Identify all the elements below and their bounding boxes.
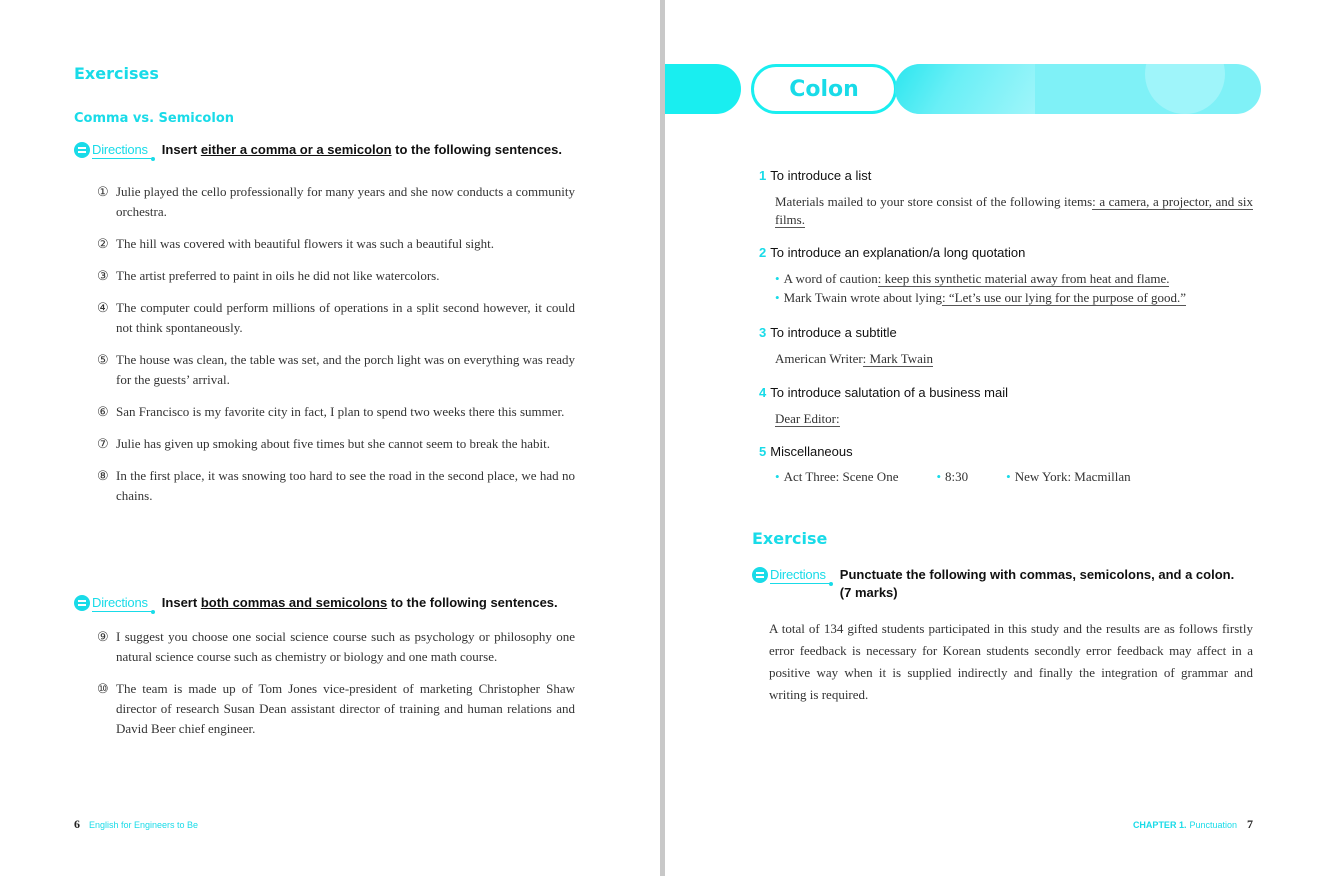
item-number: ⑤ [97, 352, 109, 367]
example-underlined: : “Let’s use our lying for the purpose of good.” [942, 290, 1187, 305]
section-4-example [775, 410, 1253, 428]
exercise-directions-text [840, 566, 1234, 602]
item-number: ⑥ [97, 404, 109, 419]
item-text: In the first place, it was snowing too hard to see the road in the second place, we had no chains. [116, 468, 575, 503]
comma-vs-semicolon-subheading: Comma vs. Semicolon [74, 111, 234, 126]
section-4-heading [759, 385, 1008, 400]
directions-1 [74, 141, 562, 159]
chapter-tab [665, 64, 741, 114]
item-number: ⑦ [97, 436, 109, 451]
colon-title-pill [751, 64, 897, 114]
bullet-icon: • [775, 271, 780, 286]
directions-1-text [162, 141, 562, 159]
item-number: ④ [97, 300, 109, 315]
section-title: To introduce a subtitle [770, 325, 897, 340]
directions-badge [74, 594, 152, 612]
directions-badge [74, 141, 152, 159]
bullet-icon: • [936, 469, 942, 484]
item-text: The artist preferred to paint in oils he did not like watercolors. [116, 268, 440, 283]
section-2-example-b [775, 289, 1253, 307]
page-title: Colon [789, 76, 859, 102]
section-3-heading [759, 325, 897, 340]
example-text: Materials mailed to your store consist of the following items [775, 194, 1093, 209]
bullet-icon: • [775, 290, 780, 305]
exercises-heading: Exercises [74, 64, 159, 83]
list-item [97, 234, 575, 254]
section-number: 5 [759, 444, 767, 459]
section-title: To introduce salutation of a business mail [770, 385, 1008, 400]
chapter-name: Punctuation [1189, 820, 1237, 830]
directions-badge [752, 566, 830, 584]
exercise-directions [752, 566, 1234, 602]
list-item [97, 266, 575, 286]
list-item [97, 298, 575, 338]
chapter-label: CHAPTER 1. [1132, 820, 1187, 830]
directions-2 [74, 594, 558, 612]
directions-icon [74, 595, 90, 611]
example-underlined: : keep this synthetic material away from heat and flame. [877, 271, 1170, 286]
section-number: 3 [759, 325, 767, 340]
directions-icon [74, 142, 90, 158]
item-number: ② [97, 236, 109, 251]
directions-2-pre: Insert [161, 595, 201, 610]
example-text: A word of caution [783, 271, 878, 286]
exercise-items-1 [97, 182, 575, 518]
example-underlined: : Mark Twain [862, 351, 934, 366]
example-text: Mark Twain wrote about lying [783, 290, 942, 305]
right-footer [1133, 817, 1253, 832]
section-title: To introduce a list [770, 168, 872, 183]
right-page [665, 0, 1331, 876]
section-2-example-a [775, 270, 1253, 288]
directions-2-post: to the following sentences. [387, 595, 558, 610]
directions-label: Directions [92, 595, 152, 612]
directions-label: Directions [92, 142, 152, 159]
exercise-items-2 [97, 627, 575, 751]
item-text: Julie has given up smoking about five times but she cannot seem to break the habit. [116, 436, 550, 451]
list-item [97, 434, 575, 454]
example-underlined: : a camera, a projector, and six films. [775, 194, 1253, 227]
directions-1-pre: Insert [161, 142, 201, 157]
list-item [97, 402, 575, 422]
section-1-example [775, 193, 1253, 229]
item-number: ① [97, 184, 109, 199]
band-gradient [895, 64, 1035, 114]
section-1-heading [759, 168, 871, 183]
section-3-example [775, 350, 1253, 368]
directions-icon [752, 567, 768, 583]
section-title: Miscellaneous [770, 444, 853, 459]
left-footer [74, 817, 198, 832]
page-number: 7 [1247, 817, 1253, 831]
item-text: The computer could perform millions of operations in a split second however, it could not think spontaneously. [116, 300, 575, 335]
bullet-icon: • [1006, 469, 1011, 484]
directions-line-1: Punctuate the following with commas, semicolons, and a colon. [839, 567, 1235, 582]
directions-2-underlined: both commas and semicolons [200, 595, 388, 610]
item-number: ⑩ [97, 681, 109, 696]
item-text: The team is made up of Tom Jones vice-president of marketing Christopher Shaw director of research Susan Dean assistant director of training and human relations and David Beer chief engineer. [116, 681, 575, 736]
example-underlined: Dear Editor: [775, 411, 840, 426]
directions-1-post: to the following sentences. [391, 142, 563, 157]
section-title: To introduce an explanation/a long quotation [770, 245, 1026, 260]
directions-2-text [162, 594, 558, 612]
misc-text: New York: Macmillan [1014, 469, 1131, 484]
list-item [97, 679, 575, 739]
item-number: ⑧ [97, 468, 109, 483]
directions-1-underlined: either a comma or a semicolon [200, 142, 392, 157]
bullet-icon: • [775, 469, 780, 484]
misc-text: 8:30 [945, 469, 969, 484]
exercise-heading: Exercise [752, 529, 828, 548]
exercise-paragraph: A total of 134 gifted students participated in this study and the results are as follows firstly error feedback is necessary for Korean students secondly error feedback may affect in a positive way when it is supplied indirectly and finally the integration of grammar and writing is required. [769, 621, 1253, 702]
directions-line-2: (7 marks) [839, 585, 898, 600]
misc-item [936, 469, 968, 485]
misc-item [1006, 469, 1130, 485]
section-number: 1 [759, 168, 767, 183]
section-5-heading [759, 444, 853, 459]
misc-examples [775, 469, 1169, 485]
misc-text: Act Three: Scene One [783, 469, 899, 484]
list-item [97, 627, 575, 667]
item-text: Julie played the cello professionally for many years and she now conducts a community orchestra. [116, 184, 575, 219]
directions-label: Directions [770, 567, 830, 584]
item-text: The hill was covered with beautiful flowers it was such a beautiful sight. [116, 236, 494, 251]
misc-item [775, 469, 898, 485]
book-title: English for Engineers to Be [89, 820, 199, 830]
list-item [97, 466, 575, 506]
section-number: 2 [759, 245, 767, 260]
item-text: I suggest you choose one social science course such as psychology or philosophy one natural science course such as chemistry or biology and one math course. [116, 629, 575, 664]
left-page [0, 0, 660, 876]
page-number: 6 [74, 817, 80, 831]
example-text: American Writer [775, 351, 863, 366]
item-text: San Francisco is my favorite city in fact, I plan to spend two weeks there this summer. [116, 404, 565, 419]
section-2-heading [759, 245, 1025, 260]
title-decoration-band [895, 64, 1261, 114]
section-number: 4 [759, 385, 767, 400]
item-text: The house was clean, the table was set, and the porch light was on everything was ready for the guests’ arrival. [116, 352, 575, 387]
list-item [97, 182, 575, 222]
band-circle [1145, 64, 1225, 114]
item-number: ⑨ [97, 629, 109, 644]
list-item [97, 350, 575, 390]
item-number: ③ [97, 268, 109, 283]
